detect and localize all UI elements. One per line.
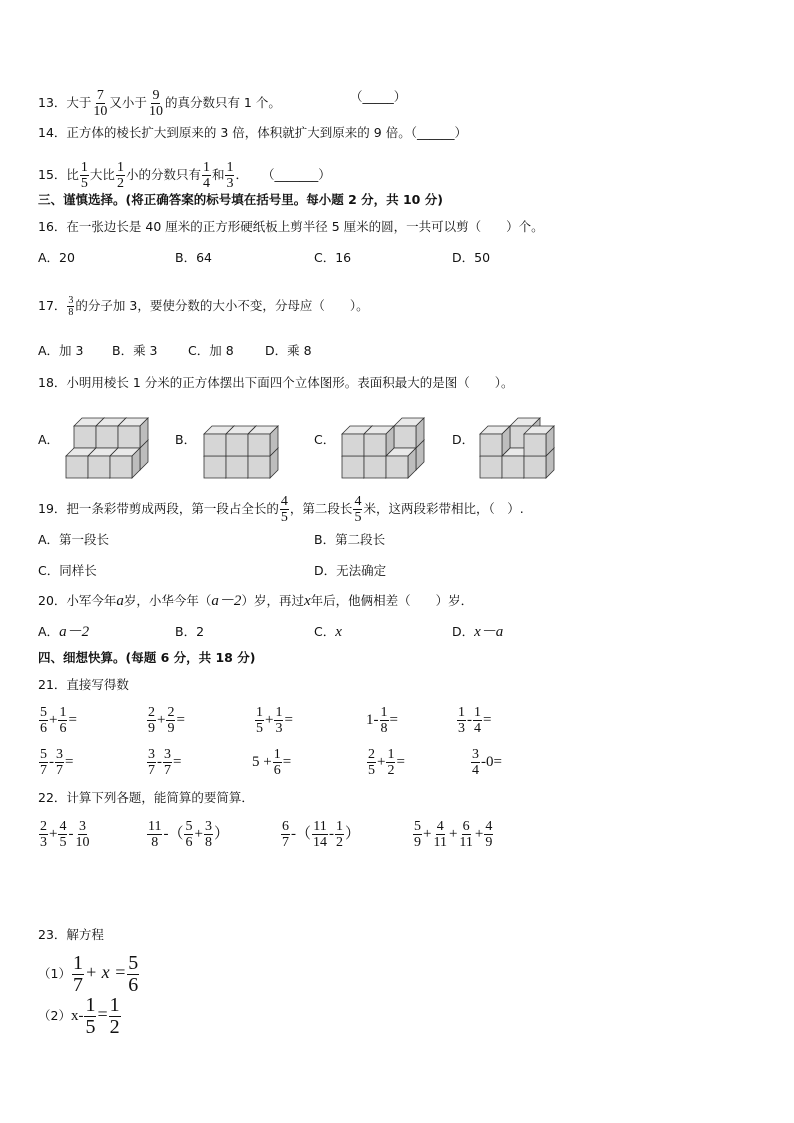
unit-cube: [118, 418, 148, 448]
unit-cube: [248, 426, 278, 456]
figure-a-cubes[interactable]: [64, 408, 156, 480]
q21-item: $\frac{3}{4}$ -0=: [472, 747, 502, 778]
q17-option-b[interactable]: B．乘 3: [112, 343, 158, 358]
q21-item: $\frac{5}{7}$ - $\frac{3}{7}$ =: [40, 747, 74, 778]
fraction: $\frac{1}{2}$: [116, 160, 124, 191]
q18-label-d[interactable]: D．: [452, 432, 475, 447]
unit-cube: [110, 448, 140, 478]
q19-option-a[interactable]: A．第一段长: [38, 532, 110, 547]
q19-option-c[interactable]: C．同样长: [38, 563, 97, 578]
q18-label-a[interactable]: A．: [38, 432, 60, 447]
fraction: $\frac{9}{10}$: [148, 88, 163, 119]
q21-item: 1- $\frac{1}{8}$ =: [366, 705, 398, 736]
q21-item: 5 + $\frac{1}{6}$ =: [252, 747, 292, 778]
question-22-title: 22．计算下列各题，能简算的要简算．: [38, 790, 254, 805]
q20-option-d[interactable]: D．x－a: [452, 624, 504, 640]
question-14: 14．正方体的棱长扩大到原来的 3 倍，体积就扩大到原来的 9 倍。（______）: [38, 125, 467, 140]
question-20: 20．小军今年a岁，小华今年（a－2）岁，再过x年后，他俩相差（ ）岁．: [38, 593, 474, 609]
q20-option-a[interactable]: A．a－2: [38, 624, 90, 640]
q16-option-d[interactable]: D．50: [452, 250, 491, 265]
q20-option-c[interactable]: C．x: [314, 624, 342, 640]
q17-option-d[interactable]: D．乘 8: [265, 343, 312, 358]
q17-option-a[interactable]: A．加 3: [38, 343, 84, 358]
question-18: 18．小明用棱长 1 分米的正方体摆出下面四个立体图形。表面积最大的是图（ ）。: [38, 375, 514, 390]
question-23-title: 23．解方程: [38, 927, 104, 942]
q17-option-c[interactable]: C．加 8: [188, 343, 234, 358]
q22-expr-4: $\frac{5}{9}$ + $\frac{4}{11}$ + $\frac{6}{11}$ + $\frac{4}{9}$: [414, 819, 493, 850]
figure-c-cubes[interactable]: [340, 408, 432, 480]
q16-option-c[interactable]: C．16: [314, 250, 352, 265]
answer-paren-15[interactable]: （_______）: [261, 167, 331, 182]
unit-cube: [394, 418, 424, 448]
q19-option-b[interactable]: B．第二段长: [314, 532, 386, 547]
fraction: $\frac{4}{5}$: [280, 494, 288, 525]
question-15: 15．比 $\frac{1}{5}$ 大比 $\frac{1}{2}$ 小的分数只有 $\frac{1}{4}$ 和 $\frac{1}{3}$ ． （_______）: [38, 160, 331, 191]
q23-equation-2: （2）x- $\frac{1}{5}$ = $\frac{1}{2}$: [38, 994, 120, 1038]
q16-option-a[interactable]: A．20: [38, 250, 75, 265]
question-19: 19．把一条彩带剪成两段，第一段占全长的 $\frac{4}{5}$ ，第二段长 $\frac{4}{5}$ 米，这两段彩带相比，（ ）.: [38, 494, 524, 525]
q21-item: $\frac{1}{3}$ - $\frac{1}{4}$ =: [458, 705, 492, 736]
fraction: $\frac{1}{4}$: [202, 160, 210, 191]
q20-option-b[interactable]: B．2: [175, 624, 205, 639]
fraction: $\frac{1}{3}$: [226, 160, 234, 191]
figure-d-cubes[interactable]: [478, 408, 570, 480]
q23-equation-1: （1） $\frac{1}{7}$ + x = $\frac{5}{6}$: [38, 952, 139, 996]
q21-item: $\frac{3}{7}$ - $\frac{3}{7}$ =: [148, 747, 182, 778]
q22-expr-3: $\frac{6}{7}$ -（ $\frac{11}{14}$ - $\frac{1}{2}$ ）: [282, 819, 361, 850]
fraction: $\frac{4}{5}$: [354, 494, 362, 525]
question-21-title: 21．直接写得数: [38, 677, 129, 692]
fraction: $\frac{7}{10}$: [93, 88, 108, 119]
answer-paren-13[interactable]: （_____）: [350, 89, 407, 104]
unit-cube: [386, 448, 416, 478]
q22-expr-2: $\frac{11}{8}$ -（ $\frac{5}{6}$ + $\frac{3}{8}$ ）: [148, 819, 229, 850]
q21-item: $\frac{1}{5}$ + $\frac{1}{3}$ =: [256, 705, 293, 736]
fraction: $\frac{1}{5}$: [80, 160, 88, 191]
q21-item: $\frac{2}{5}$ + $\frac{1}{2}$ =: [368, 747, 405, 778]
section-4-title: 四、细想快算。(每题 6 分，共 18 分): [38, 650, 256, 665]
q21-item: $\frac{5}{6}$ + $\frac{1}{6}$ =: [40, 705, 77, 736]
q18-label-c[interactable]: C．: [314, 432, 336, 447]
section-3-title: 三、谨慎选择。(将正确答案的标号填在括号里。每小题 2 分，共 10 分): [38, 192, 443, 207]
unit-cube: [480, 426, 510, 456]
q16-option-b[interactable]: B．64: [175, 250, 212, 265]
q19-option-d[interactable]: D．无法确定: [314, 563, 387, 578]
unit-cube: [524, 426, 554, 456]
question-13: 13．大于 $\frac{7}{10}$ 又小于 $\frac{9}{10}$ 的真分数只有 1 个。: [38, 88, 281, 119]
q21-item: $\frac{2}{9}$ + $\frac{2}{9}$ =: [148, 705, 185, 736]
fraction: $\frac{3}{8}$: [68, 295, 74, 318]
q22-expr-1: $\frac{2}{3}$ + $\frac{4}{5}$ - $\frac{3}{10}$: [40, 819, 90, 850]
question-17: 17． $\frac{3}{8}$ 的分子加 3，要使分数的大小不变，分母应（ ）。: [38, 295, 369, 318]
figure-b-cubes[interactable]: [202, 408, 294, 480]
unit-cube: [364, 426, 394, 456]
question-16: 16．在一张边长是 40 厘米的正方形硬纸板上剪半径 5 厘米的圆，一共可以剪（ ）个。: [38, 219, 544, 234]
q18-label-b[interactable]: B．: [175, 432, 197, 447]
